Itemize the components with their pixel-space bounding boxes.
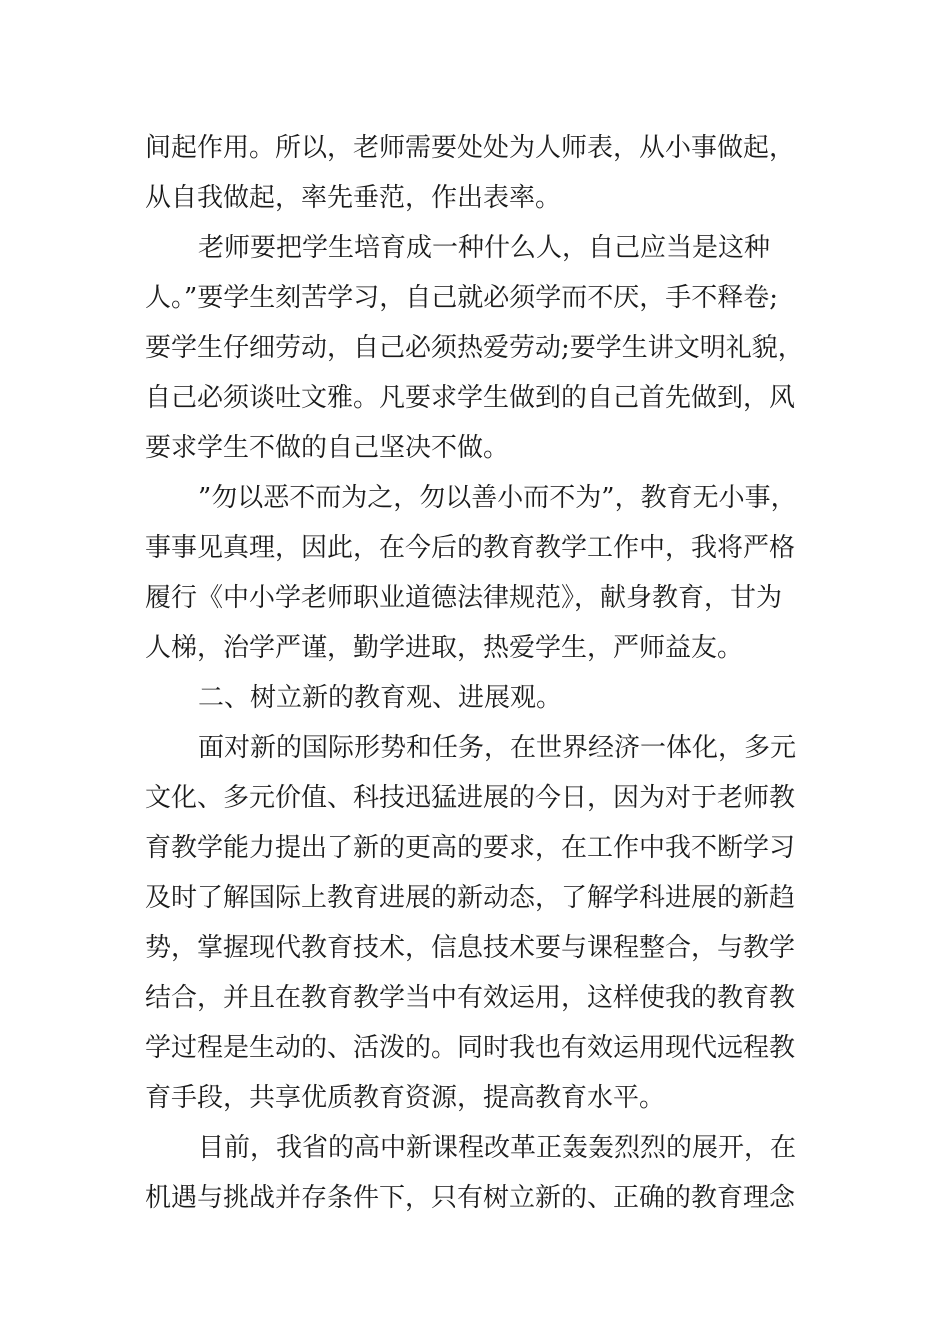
text-line: 事事见真理，因此，在今后的教育教学工作中，我将严格	[145, 533, 796, 563]
text-line: 从自我做起，率先垂范，作出表率。	[145, 183, 562, 213]
text-line: 机遇与挑战并存条件下，只有树立新的、正确的教育理念	[145, 1183, 796, 1213]
text-line: 老师要把学生培育成一种什么人，自己应当是这种	[198, 233, 771, 263]
text-line: 人梯，治学严谨，勤学进取，热爱学生，严师益友。	[145, 633, 744, 663]
text-line: 间起作用。所以，老师需要处处为人师表，从小事做起，	[145, 133, 796, 163]
text-line: 人。”要学生刻苦学习，自己就必须学而不厌，手不释卷;	[145, 283, 779, 313]
text-line: 文化、多元价值、科技迅猛进展的今日，因为对于老师教	[145, 783, 796, 813]
text-line: 面对新的国际形势和任务，在世界经济一体化，多元	[198, 733, 797, 763]
text-line: 履行《中小学老师职业道德法律规范》，献身教育，甘为	[145, 583, 783, 613]
text-line: 势，掌握现代教育技术，信息技术要与课程整合，与教学	[145, 933, 796, 963]
text-line: 要学生仔细劳动，自己必须热爱劳动;要学生讲文明礼貌，	[145, 333, 804, 363]
text-line: ”勿以恶不而为之，勿以善小而不为”，教育无小事，	[198, 483, 797, 513]
text-line: 要求学生不做的自己坚决不做。	[145, 433, 510, 463]
text-line: 及时了解国际上教育进展的新动态，了解学科进展的新趋	[145, 883, 796, 913]
text-line: 学过程是生动的、活泼的。同时我也有效运用现代远程教	[145, 1033, 796, 1063]
text-line: 育教学能力提出了新的更高的要求，在工作中我不断学习	[145, 833, 796, 863]
section-heading: 二、树立新的教育观、进展观。	[198, 683, 563, 713]
text-line: 育手段，共享优质教育资源，提高教育水平。	[145, 1083, 666, 1113]
text-line: 结合，并且在教育教学当中有效运用，这样使我的教育教	[145, 983, 796, 1013]
text-line: 自己必须谈吐文雅。凡要求学生做到的自己首先做到，风	[145, 383, 796, 413]
text-line: 目前，我省的高中新课程改革正轰轰烈烈的展开，在	[198, 1133, 797, 1163]
